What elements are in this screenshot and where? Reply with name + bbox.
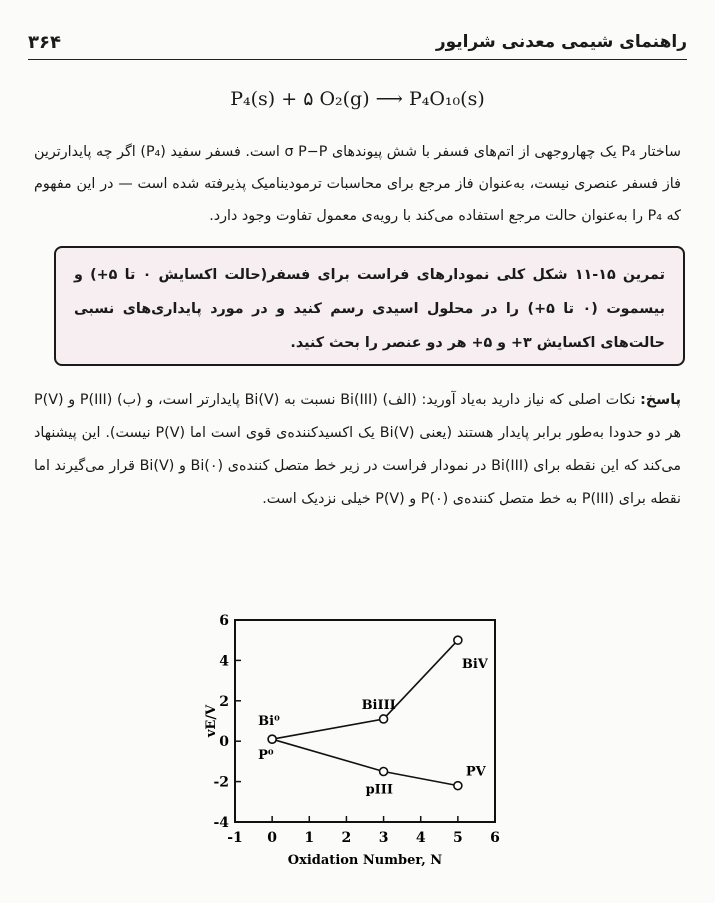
x-tick-label: 5 bbox=[452, 830, 463, 846]
series-line-0 bbox=[272, 640, 458, 739]
data-point bbox=[268, 735, 276, 743]
x-tick-label: 3 bbox=[378, 830, 389, 846]
x-tick-label: -1 bbox=[227, 830, 243, 846]
x-tick-label: 1 bbox=[304, 830, 315, 846]
y-tick-label: 2 bbox=[219, 693, 229, 710]
data-point bbox=[380, 768, 388, 776]
point-label: BiV bbox=[461, 657, 488, 673]
exercise-box: تمرین ۱۵-۱۱ شکل کلی نمودارهای فراست برای فسفر(حالت اکسایش ۰ تا ۵+) و بیسموت (۰ تا ۵+) را در محلول اسیدی رسم کنید و در مورد پایداری‌های نسبی حالت‌های اکسایش ۳+ و ۵+ هر دو عنصر را بحث کنید. bbox=[54, 246, 685, 366]
paragraph-p4-structure: ساختار P₄ یک چهاروجهی از اتم‌های فسفر با شش پیوندهای σ P−P است. فسفر سفید (P₄) اگر چه پایدارترین فاز فسفر عنصری نیست، به‌عنوان فاز مرجع برای محاسبات ترمودینامیک پذیرفته شده است — در این مفهوم که P₄ را به‌عنوان حالت مرجع استفاده می‌کند با رویه‌ی معمول تفاوت وجود دارد. bbox=[34, 144, 682, 224]
x-tick-label: 4 bbox=[415, 830, 426, 846]
y-tick-label: -2 bbox=[213, 774, 229, 791]
y-tick-label: -4 bbox=[213, 815, 229, 831]
y-axis-title: vE/V bbox=[205, 704, 219, 738]
series-line-1 bbox=[272, 739, 458, 785]
answer-label: پاسخ: bbox=[640, 392, 681, 408]
x-tick-label: 6 bbox=[490, 830, 500, 846]
y-tick-label: 4 bbox=[219, 653, 229, 670]
data-point bbox=[380, 715, 388, 723]
data-point bbox=[454, 636, 462, 644]
y-tick-label: 6 bbox=[219, 613, 229, 629]
answer-paragraph bbox=[34, 384, 681, 516]
point-label: P⁰ bbox=[258, 748, 274, 764]
point-label: Bi⁰ bbox=[258, 714, 280, 730]
frost-diagram bbox=[205, 600, 515, 890]
running-title: راهنمای شیمی معدنی شرایور bbox=[435, 32, 687, 52]
page-header bbox=[28, 30, 687, 60]
x-tick-label: 0 bbox=[267, 830, 278, 846]
x-axis-title: Oxidation Number, N bbox=[287, 853, 443, 868]
x-tick-label: 2 bbox=[341, 830, 352, 846]
frost-diagram-svg bbox=[205, 600, 515, 890]
point-label: PV bbox=[465, 764, 486, 780]
header-rule bbox=[28, 59, 687, 60]
y-tick-label: 0 bbox=[219, 734, 229, 751]
data-point bbox=[454, 782, 462, 790]
reaction-equation: P₄(s) + ۵ O₂(g) ⟶ P₄O₁₀(s) bbox=[230, 88, 485, 110]
answer-text: نکات اصلی که نیاز دارید به‌یاد آورید: (الف) Bi(III) نسبت به Bi(V) پایدارتر است، و (ب) P(III) و P(V) هر دو حدودا به‌طور برابر پایدار هستند (یعنی Bi(V) یک اکسیدکننده‌ی قوی است اما P(V) نیست). این پیشنهاد می‌کند که این نقطه برای Bi(III) در نمودار فراست در زیر خط متصل کننده‌ی Bi(۰) و Bi(V) قرار می‌گیرند اما نقطه برای P(III) به خط متصل کننده‌ی P(۰) و P(V) خیلی نزدیک است. bbox=[34, 392, 682, 507]
page-number: ۳۶۴ bbox=[28, 32, 61, 53]
point-label: BiIII bbox=[361, 697, 396, 713]
point-label: pIII bbox=[365, 782, 393, 798]
